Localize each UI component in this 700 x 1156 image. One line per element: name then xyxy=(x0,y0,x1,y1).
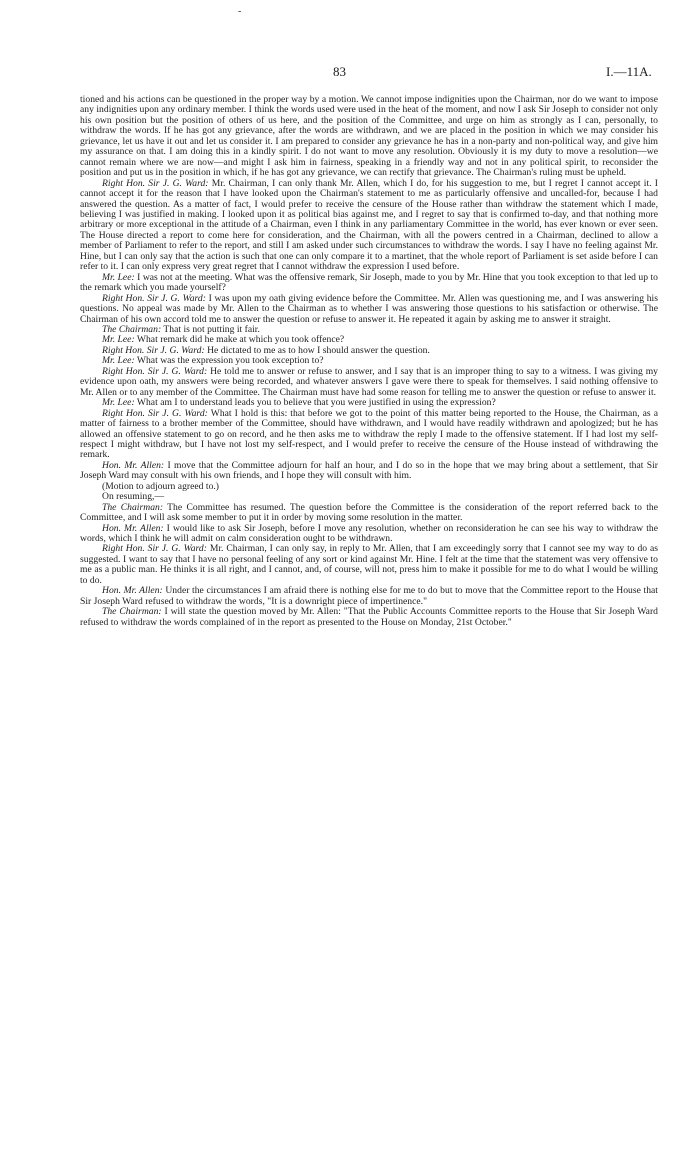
speaker-name: The Chairman: xyxy=(102,606,162,618)
paragraph-text: I move that the Committee adjourn for half an hour, and I do so in the hope that we may bring about a settlement, that Sir Joseph Ward may consult with his own friends, and I hope they will consult with him. xyxy=(80,459,658,482)
paragraph-text: (Motion to adjourn agreed to.) xyxy=(102,480,220,492)
paragraph xyxy=(80,586,658,607)
document-reference: I.—11A. xyxy=(606,64,652,79)
paragraph xyxy=(80,482,658,492)
paragraph xyxy=(80,409,658,461)
paragraph-text: Under the circumstances I am afraid there is nothing else for me to do but to move that the Committee report to the House that Sir Joseph Ward refused to withdraw the words, "It is a downright piece of impertinence." xyxy=(80,585,658,607)
page-number: 83 xyxy=(333,64,346,79)
paragraph xyxy=(80,503,658,524)
speaker-name: Right Hon. Sir J. G. Ward: xyxy=(102,177,209,189)
speaker-name: Right Hon. Sir J. G. Ward: xyxy=(102,292,206,304)
speaker-name: Right Hon. Sir J. G. Ward: xyxy=(102,407,208,419)
paragraph xyxy=(80,461,658,482)
paragraph-text: That is not putting it fair. xyxy=(161,323,260,335)
paragraph-text: The Committee has resumed. The question before the Committee is the consideration of the report referred back to the Committee, and I will ask some member to put it in order by moving some resolution in the matter. xyxy=(80,501,658,524)
speaker-name: Mr. Lee: xyxy=(102,271,135,283)
paragraph-text: I was upon my oath giving evidence before the Committee. Mr. Allen was questioning me, and I was answering his questions. No appeal was made by Mr. Allen to the Chairman as to whether I was answering those questions to his satisfaction or otherwise. The Chairman of his own accord told me to answer the question or refuse to answer it. He repeated it again by asking me to answer it straight. xyxy=(80,292,658,325)
paragraph xyxy=(80,607,658,628)
scan-mark: - xyxy=(238,6,242,17)
paragraph xyxy=(80,524,658,545)
paragraph xyxy=(80,367,658,398)
speaker-name: Mr. Lee: xyxy=(102,355,135,367)
body-text xyxy=(80,95,658,628)
speaker-name: Hon. Mr. Allen: xyxy=(102,585,163,597)
paragraph-text: tioned and his actions can be questioned in the proper way by a motion. We cannot impose indignities upon the Chairman, nor do we want to impose any indignities upon any ordinary member. I think the words used were used in the heat of the moment, and now I ask Sir Joseph to consider not only his own position but the position of others of us here, and the position of the Committee, and urge on him as strongly as I can, personally, to withdraw the words. If he has got any grievance, after the words are withdrawn, and we are placed in the position in which we may consider his grievance, let us have it out and let us consider it. I am prepared to consider any grievance he has in a non-party and non-political way, and give him my assurance on that. I am doing this in a kindly spirit. I do not want to move any resolution. Obviously it is my duty to move a resolution—we cannot remain where we are now—and might I ask him in fairness, speaking in a friendly way and not in any political spirit, to reconsider the position and put us in the position in which, if he has got any grievance, we can rectify that grievance. The Chairman's ruling must be upheld. xyxy=(80,94,658,179)
paragraph-text: What was the expression you took exception to? xyxy=(134,355,324,367)
speaker-name: Mr. Lee: xyxy=(102,334,135,346)
paragraph-text: What I hold is this: that before we got to the point of this matter being reported to the House, the Chairman, as a matter of fairness to a brother member of the Committee, should have withdrawn, and I would have readily withdrawn and apologized; but he has allowed an offensive statement to go on record, and he then asks me to withdraw the reply I made to the offensive statement. If I had lost my self-respect I might withdraw, but I have not lost my self-respect, and I would prefer to receive the censure of the House instead of withdrawing the remark. xyxy=(80,407,658,461)
paragraph-text: On resuming,— xyxy=(102,491,165,503)
paragraph xyxy=(80,544,658,586)
speaker-name: Right Hon. Sir J. G. Ward: xyxy=(102,365,208,377)
paragraph-text: He told me to answer or refuse to answer, and I say that is an improper thing to say to a witness. I was giving my evidence upon oath, my answers were being recorded, and whatever answers I gave were there to speak for themselves. I said nothing offensive to Mr. Allen or to any member of the Committee. The Chairman must have had some reason for telling me to answer the question or refuse to answer it. xyxy=(80,365,658,398)
paragraph-text: Mr. Chairman, I can only thank Mr. Allen, which I do, for his suggestion to me, but I regret I cannot accept it. I cannot accept it for the reason that I have looked upon the Chairman's statement to me as particularly offensive and uncalled-for, because I had answered the question. As a matter of fact, I would prefer to receive the censure of the House rather than withdraw the statement which I made, believing I was justified in making. I looked upon it as political bias against me, and I regret to say that is confirmed to-day, and that nothing more arbitrary or more exceptional in the attitude of a Chairman, even I think in any parliamentary Committee in the world, has ever known or ever seen. The House directed a report to come here for consideration, and the Chairman, with all the powers centred in a Chairman, declined to allow a member of Parliament to refer to the report, and still I am asked under such circumstances to withdraw the words. I say I have no feeling against Mr. Hine, but I can only say that the action is such that one can only compare it to a martinet, that the whole report of Parliament is set aside before I can refer to it. I can only express very great regret that I cannot withdraw the expression I used before. xyxy=(80,177,658,273)
paragraph-text: He dictated to me as to how I should answer the question. xyxy=(204,344,430,356)
speaker-name: Hon. Mr. Allen: xyxy=(102,522,164,534)
paragraph xyxy=(80,294,658,325)
paragraph-text: What am I to understand leads you to believe that you were justified in using the expression? xyxy=(134,397,496,409)
paragraph xyxy=(80,179,658,273)
speaker-name: Hon. Mr. Allen: xyxy=(102,459,165,471)
paragraph xyxy=(80,273,658,294)
paragraph-text: I would like to ask Sir Joseph, before I move any resolution, whether on reconsideration he can see his way to withdraw the words, which I think he will admit on calm consideration ought to be withdrawn. xyxy=(80,522,658,545)
paragraph-text: I was not at the meeting. What was the offensive remark, Sir Joseph, made to you by Mr. Hine that you took exception to that led up to the remark which you made yourself? xyxy=(80,271,658,294)
speaker-name: The Chairman: xyxy=(102,501,164,513)
paragraph-text: Mr. Chairman, I can only say, in reply to Mr. Allen, that I am exceedingly sorry that I cannot see my way to do as suggested. I want to say that I have no personal feeling of any sort or kind against Mr. Hine. I felt at the time that the statement was very offensive to me as a public man. He thinks it is all right, and I cannot, and, of course, will not, press him to make it possible for me to do what I would be willing to do. xyxy=(80,543,658,586)
speaker-name: Right Hon. Sir J. G. Ward: xyxy=(102,344,205,356)
paragraph-text: I will state the question moved by Mr. Allen: "That the Public Accounts Committee reports to the House that Sir Joseph Ward refused to withdraw the words complained of in the report as presented to the House on Monday, 21st October." xyxy=(80,606,658,628)
paragraph xyxy=(80,95,658,179)
speaker-name: Right Hon. Sir J. G. Ward: xyxy=(102,543,207,555)
speaker-name: The Chairman: xyxy=(102,323,162,335)
speaker-name: Mr. Lee: xyxy=(102,397,135,409)
paragraph-text: What remark did he make at which you took offence? xyxy=(134,334,345,346)
